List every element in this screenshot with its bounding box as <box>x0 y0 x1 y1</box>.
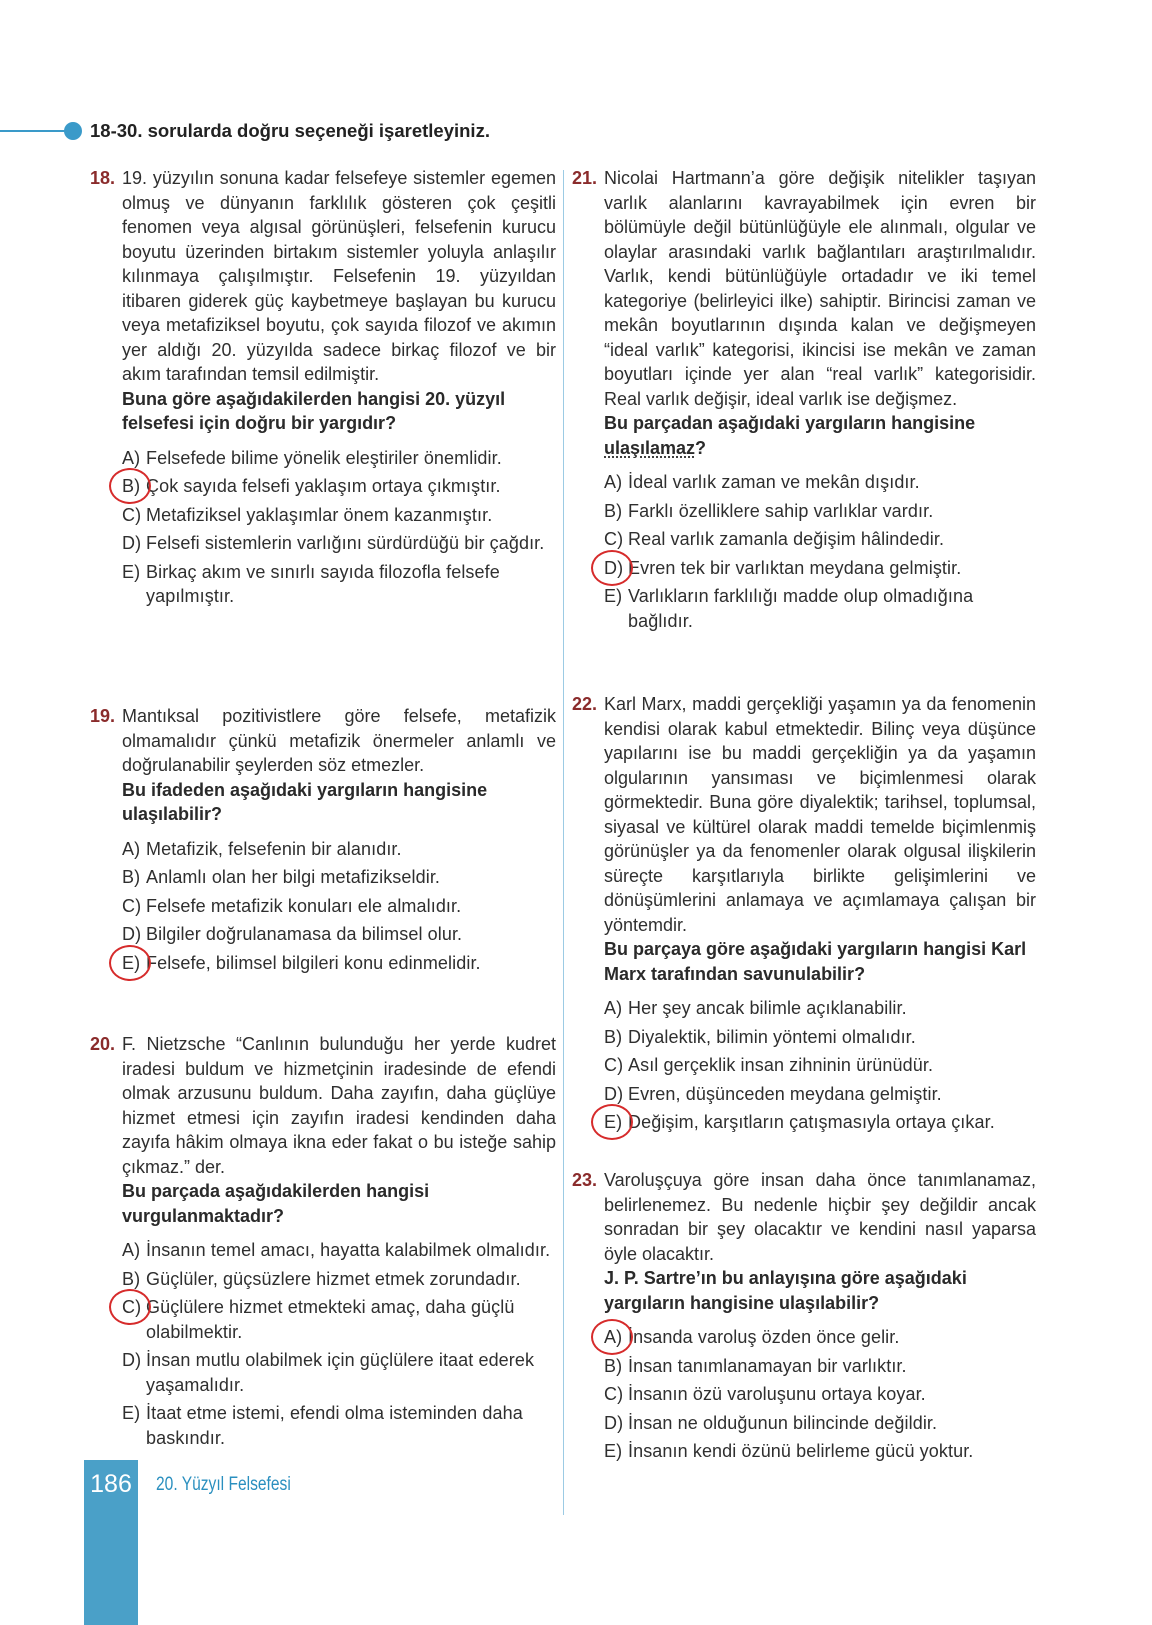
page-number: 186 <box>90 1470 132 1498</box>
question-19 <box>90 704 556 979</box>
instruction-heading: 18-30. sorularda doğru seçeneği işaretleyiniz. <box>90 120 490 141</box>
option-d[interactable]: D) İnsan mutlu olabilmek için güçlülere itaat ederek yaşamalıdır. <box>122 1350 535 1395</box>
question-prompt: J. P. Sartre’ın bu anlayışına göre aşağıdaki yargıların hangisine ulaşılabilir? <box>604 1268 967 1313</box>
option-c[interactable]: C) Felsefe metafizik konuları ele almalıdır. <box>122 895 462 916</box>
option-e[interactable]: E) Birkaç akım ve sınırlı sayıda filozofla felsefe yapılmıştır. <box>122 561 500 606</box>
option-e[interactable]: E) İnsanın kendi özünü belirleme gücü yoktur. <box>604 1441 974 1461</box>
question-stem: F. Nietzsche “Canlının bulunduğu her yerde kudret iradesi buldum ve hizmetçinin iradesinde de efendi olmak arzusunu buldum. Daha zayıfın, daha güçlüye hizmet etmesi için zayıfın iradesi kendinden daha zayıfa hâkim olmaya ikna eder fakat o bu isteğe sahip çıkmaz.” der. <box>122 1034 556 1177</box>
option-c[interactable]: C) Asıl gerçeklik insan zihninin ürünüdür. <box>604 1055 934 1075</box>
option-d[interactable]: D) Evren, düşünceden meydana gelmiştir. <box>604 1083 942 1104</box>
underlined-keyword: ulaşılamaz <box>604 437 696 458</box>
question-23 <box>572 1168 1036 1468</box>
column-divider <box>563 170 564 1515</box>
option-c[interactable]: C) Güçlülere hizmet etmekteki amaç, daha güçlü olabilmektir. <box>122 1295 556 1344</box>
options-list <box>122 446 556 609</box>
question-stem: Varoluşçuya göre insan daha önce tanımlanamaz, belirlenemez. Bu nedenle hiçbir şey değildir ancak sonradan bir şey olacaktır ve kendini nasıl yaparsa öyle olacaktır. <box>604 1170 1036 1264</box>
options-list <box>604 996 1036 1135</box>
options-list <box>604 1325 1036 1464</box>
option-a[interactable]: A) İdeal varlık zaman ve mekân dışıdır. <box>604 472 920 492</box>
option-a[interactable]: A) Her şey ancak bilimle açıklanabilir. <box>604 998 907 1018</box>
option-d[interactable]: D) İnsan ne olduğunun bilincinde değildir. <box>604 1412 938 1433</box>
option-d[interactable]: D) Felsefi sistemlerin varlığını sürdürdüğü bir çağdır. <box>122 533 545 553</box>
question-prompt: Bu parçada aşağıdakilerden hangisi vurgulanmaktadır? <box>122 1181 430 1226</box>
options-list <box>122 1238 556 1450</box>
question-20 <box>90 1032 556 1454</box>
option-c[interactable]: C) Metafiziksel yaklaşımlar önem kazanmıştır. <box>122 504 493 525</box>
option-e[interactable]: E) İtaat etme istemi, efendi olma isteminden daha baskındır. <box>122 1403 523 1448</box>
option-b[interactable]: B) Diyalektik, bilimin yöntemi olmalıdır. <box>604 1026 916 1047</box>
question-number: 21. <box>572 168 598 188</box>
option-b[interactable]: B) Çok sayıda felsefi yaklaşım ortaya çıkmıştır. <box>122 474 556 499</box>
section-title: 20. Yüzyıl Felsefesi <box>156 1474 291 1495</box>
question-number: 18. <box>90 168 116 188</box>
question-prompt: Bu parçaya göre aşağıdaki yargıların hangisi Karl Marx tarafından savunulabilir? <box>604 939 1027 984</box>
question-number: 20. <box>90 1034 116 1054</box>
question-stem: Karl Marx, maddi gerçekliği yaşamın ya da fenomenin kendisi olarak kabul etmektedir. Bilinç veya düşünce yapılarını ise bu maddi gerçekliğin ya da yaşamın olgularının yansıması ve biçimlenmesi olarak görmektedir. Buna göre diyalektik; tarihsel, toplumsal, siyasal ve kültürel olarak maddi temelde biçimlenmiş görünüşler ya da fenomenler olarak olgusal ilişkilerin süreçte karşıtlarıyla birlikte gelişimlerini ve dönüşümlerini anlamaya ve açımlamaya çalışan bir yöntemdir. <box>604 694 1036 935</box>
question-number: 23. <box>572 1170 598 1190</box>
question-stem: 19. yüzyılın sonuna kadar felsefeye sistemler egemen olmuş ve dünyanın farklılık gösteren çok çeşitli fenomen veya algısal görünüşleri, felsefenin kurucu boyutu üzerinden birtakım sistemler yoluyla anlaşılır kılınmaya çalışılmıştır. Felsefenin 19. yüzyıldan itibaren giderek güç kaybetmeye başlayan bu kurucu veya metafiziksel boyutu, çok sayıda filozof ve akımın yer aldığı 20. yüzyılda sadece birkaç filozof ve bir akım tarafından temsil edilmiştir. <box>122 168 556 384</box>
option-b[interactable]: B) İnsan tanımlanamayan bir varlıktır. <box>604 1355 907 1376</box>
option-a[interactable]: A) İnsanın temel amacı, hayatta kalabilmek olmalıdır. <box>122 1240 551 1260</box>
option-e[interactable]: E) Değişim, karşıtların çatışmasıyla ortaya çıkar. <box>604 1110 1036 1135</box>
option-a[interactable]: A) Felsefede bilime yönelik eleştiriler önemlidir. <box>122 447 502 468</box>
option-b[interactable]: B) Farklı özelliklere sahip varlıklar vardır. <box>604 500 934 521</box>
options-list <box>122 837 556 976</box>
option-d[interactable]: D) Evren tek bir varlıktan meydana gelmiştir. <box>604 556 1036 581</box>
header-rule <box>0 130 68 132</box>
header-bullet-icon <box>64 122 82 140</box>
option-d[interactable]: D) Bilgiler doğrulanamasa da bilimsel olur. <box>122 924 463 944</box>
question-21 <box>572 166 1036 637</box>
question-22 <box>572 692 1036 1139</box>
question-prompt: Bu parçadan aşağıdaki yargıların hangisine ulaşılamaz? <box>604 413 976 458</box>
option-b[interactable]: B) Güçlüler, güçsüzlere hizmet etmek zorundadır. <box>122 1268 521 1289</box>
question-stem: Mantıksal pozitivistlere göre felsefe, metafizik olmamalıdır çünkü metafizik önermeler anlamlı ve doğrulanabilir şeylerden söz etmezler. <box>122 706 556 775</box>
option-e[interactable]: E) Varlıkların farklılığı madde olup olmadığına bağlıdır. <box>604 586 974 631</box>
options-list <box>604 470 1036 633</box>
option-b[interactable]: B) Anlamlı olan her bilgi metafizikseldir. <box>122 867 441 887</box>
option-e[interactable]: E) Felsefe, bilimsel bilgileri konu edinmelidir. <box>122 951 556 976</box>
option-c[interactable]: C) İnsanın özü varoluşunu ortaya koyar. <box>604 1384 926 1404</box>
question-number: 19. <box>90 706 116 726</box>
option-c[interactable]: C) Real varlık zamanla değişim hâlindedir. <box>604 529 945 549</box>
question-number: 22. <box>572 694 598 714</box>
option-a[interactable]: A) İnsanda varoluş özden önce gelir. <box>604 1325 1036 1350</box>
question-stem: Nicolai Hartmann’a göre değişik nitelikler taşıyan varlık alanlarını kavrayabilmek için evren bir bölümüyle değil bütünlüğüyle ele alınmalı, olgular ve olaylar arasındaki varlık bağlantıları araştırılmalıdır. Varlık, kendi bütünlüğüyle ortadadır ve iki temel kategoriye (belirleyici ilke) sahiptir. Birincisi zaman ve mekân boyutlarının dışında kalan ve değişmeyen “ideal varlık” kategorisi, ikincisi ise mekân ve zaman boyutları içinde yer alan “real varlık” kategorisidir. Real varlık değişir, ideal varlık ise değişmez. <box>604 168 1036 409</box>
question-18 <box>90 166 556 613</box>
question-prompt: Buna göre aşağıdakilerden hangisi 20. yüzyıl felsefesi için doğru bir yargıdır? <box>122 388 506 433</box>
question-prompt: Bu ifadeden aşağıdaki yargıların hangisine ulaşılabilir? <box>122 779 488 824</box>
option-a[interactable]: A) Metafizik, felsefenin bir alanıdır. <box>122 838 402 859</box>
